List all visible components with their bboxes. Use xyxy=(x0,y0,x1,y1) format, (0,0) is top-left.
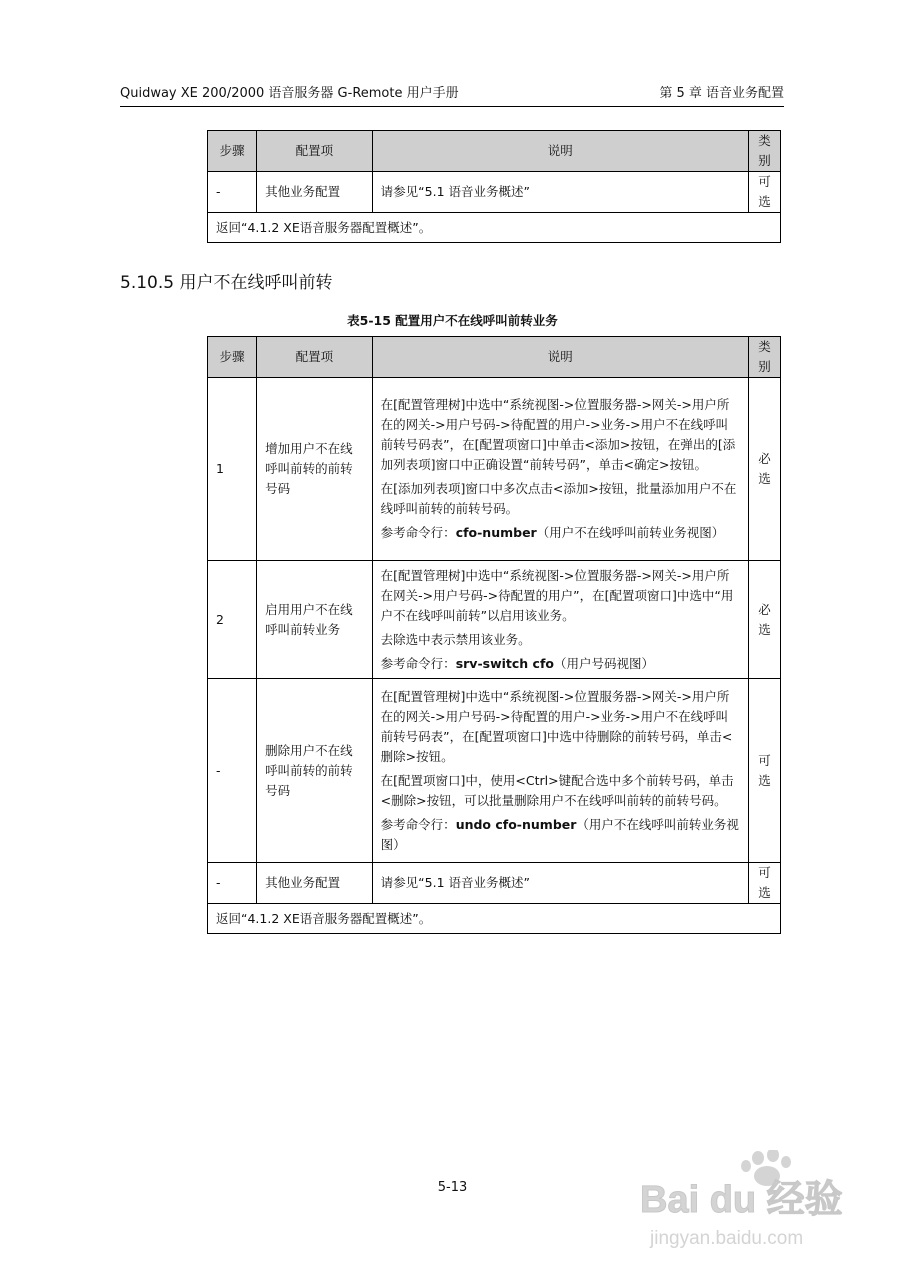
ref-prefix: 参考命令行： xyxy=(380,655,456,671)
return-link[interactable]: 返回“4.1.2 XE语音服务器配置概述”。 xyxy=(208,213,781,243)
desc-command-ref xyxy=(381,523,740,543)
table-header-row xyxy=(208,337,781,378)
table-header-row xyxy=(208,131,781,172)
return-link[interactable]: 返回“4.1.2 XE语音服务器配置概述”。 xyxy=(208,904,781,934)
baidu-jingyan-watermark xyxy=(640,1150,890,1260)
cell-type: 必选 xyxy=(748,561,780,679)
table-caption: 表5-15 配置用户不在线呼叫前转业务 xyxy=(347,313,558,328)
cell-step: - xyxy=(208,679,257,863)
col-header-step: 步骤 xyxy=(208,337,257,378)
cell-item: 其他业务配置 xyxy=(257,172,373,213)
page-header xyxy=(120,86,784,107)
section-title: 5.10.5 用户不在线呼叫前转 xyxy=(120,273,333,293)
cell-type: 可选 xyxy=(748,863,780,904)
watermark-logo: Bai du 经验 xyxy=(640,1179,843,1221)
cell-desc xyxy=(372,378,748,561)
cell-step: 2 xyxy=(208,561,257,679)
desc-paragraph: 去除选中表示禁用该业务。 xyxy=(380,631,531,647)
table-row xyxy=(208,172,781,213)
table-row xyxy=(208,863,781,904)
col-header-type: 类别 xyxy=(748,131,780,172)
cell-type: 必选 xyxy=(748,378,780,561)
cell-item: 删除用户不在线呼叫前转的前转号码 xyxy=(257,679,373,863)
ref-suffix: （用户不在线呼叫前转业务视图） xyxy=(380,816,739,852)
command-name: srv-switch cfo xyxy=(455,655,554,671)
ref-suffix: （用户不在线呼叫前转业务视图） xyxy=(536,525,725,540)
table-cfo-config xyxy=(207,336,781,934)
col-header-item: 配置项 xyxy=(257,337,373,378)
command-name: cfo-number xyxy=(455,525,537,540)
table-row xyxy=(208,561,781,679)
cell-step: 1 xyxy=(208,378,257,561)
command-name: undo cfo-number xyxy=(455,816,577,832)
table-other-service xyxy=(207,130,781,243)
return-row xyxy=(208,213,781,243)
cell-desc: 请参见“5.1 语音业务概述” xyxy=(372,172,748,213)
col-header-step: 步骤 xyxy=(208,131,257,172)
cell-item: 增加用户不在线呼叫前转的前转号码 xyxy=(257,378,373,561)
cell-item: 启用用户不在线呼叫前转业务 xyxy=(257,561,373,679)
ref-suffix: （用户号码视图） xyxy=(553,655,654,671)
cell-desc xyxy=(372,561,748,679)
desc-paragraph: 在[配置项窗口]中，使用<Ctrl>键配合选中多个前转号码，单击<删除>按钮，可以批量删除用户不在线呼叫前转的前转号码。 xyxy=(380,772,734,808)
cell-type: 可选 xyxy=(748,679,780,863)
page-number: 5-13 xyxy=(437,1180,468,1195)
desc-command-ref xyxy=(381,654,740,674)
table-row xyxy=(208,679,781,863)
desc-paragraph: 在[配置管理树]中选中“系统视图->位置服务器->网关->用户所在的网关->用户号码->待配置的用户->业务->用户不在线呼叫前转号码表”，在[配置项窗口]中单击<添加>按钮，在弹出的[添加列表项]窗口中正确设置“前转号码”，单击<确定>按钮。 xyxy=(380,397,736,472)
header-title: Quidway XE 200/2000 语音服务器 G-Remote 用户手册 xyxy=(120,86,459,101)
col-header-desc: 说明 xyxy=(372,131,748,172)
ref-prefix: 参考命令行： xyxy=(380,816,456,832)
col-header-type: 类别 xyxy=(748,337,780,378)
return-row xyxy=(208,904,781,934)
cell-step: - xyxy=(208,863,257,904)
header-chapter: 第 5 章 语音业务配置 xyxy=(659,86,784,101)
ref-prefix: 参考命令行： xyxy=(380,525,456,540)
cell-desc xyxy=(372,679,748,863)
desc-paragraph: 在[添加列表项]窗口中多次点击<添加>按钮，批量添加用户不在线呼叫前转的前转号码。 xyxy=(380,481,737,516)
desc-paragraph: 在[配置管理树]中选中“系统视图->位置服务器->网关->用户所在网关->用户号码->待配置的用户”，在[配置项窗口]中选中“用户不在线呼叫前转”以启用该业务。 xyxy=(380,567,734,623)
desc-command-ref xyxy=(381,815,740,855)
col-header-desc: 说明 xyxy=(372,337,748,378)
table-row xyxy=(208,378,781,561)
watermark-url: jingyan.baidu.com xyxy=(650,1228,804,1249)
desc-paragraph: 在[配置管理树]中选中“系统视图->位置服务器->网关->用户所在的网关->用户号码->待配置的用户->业务->用户不在线呼叫前转号码表”，在[配置项窗口]中选中待删除的前转号码，单击<删除>按钮。 xyxy=(380,688,733,764)
cell-desc: 请参见“5.1 语音业务概述” xyxy=(372,863,748,904)
cell-type: 可选 xyxy=(748,172,780,213)
col-header-item: 配置项 xyxy=(257,131,373,172)
cell-item: 其他业务配置 xyxy=(257,863,373,904)
cell-step: - xyxy=(208,172,257,213)
